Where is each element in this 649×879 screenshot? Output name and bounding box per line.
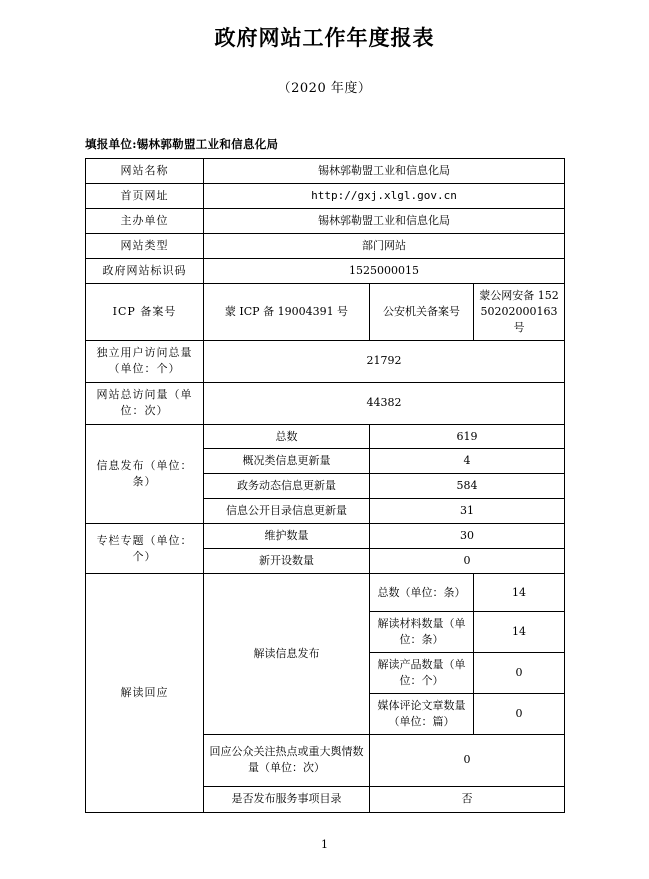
row-label-icp: ICP 备案号 xyxy=(86,283,204,340)
table-row xyxy=(86,283,565,340)
row-label-special-columns: 专栏专题（单位：个） xyxy=(86,524,204,574)
subrow-label-maintained-count: 维护数量 xyxy=(204,524,370,549)
row-label-interpretation-release: 解读信息发布 xyxy=(204,574,370,735)
row-label-unique-visitors: 独立用户访问总量（单位：个） xyxy=(86,340,204,382)
subrow-label-new-count: 新开设数量 xyxy=(204,549,370,574)
subrow-value-info-total: 619 xyxy=(370,424,565,449)
table-row xyxy=(86,424,565,449)
table-row xyxy=(86,159,565,184)
page-number: 1 xyxy=(321,838,328,851)
page-subtitle: （2020 年度） xyxy=(277,81,372,96)
table-row xyxy=(86,524,565,549)
row-label-interpretation: 解读回应 xyxy=(86,574,204,813)
row-value-unique-visitors: 21792 xyxy=(204,340,565,382)
row-value-total-visits: 44382 xyxy=(204,382,565,424)
table-row xyxy=(86,258,565,283)
table-row xyxy=(86,233,565,258)
document-page xyxy=(0,22,649,879)
row-value-icp: 蒙 ICP 备 19004391 号 xyxy=(204,283,370,340)
table-row xyxy=(86,382,565,424)
row-label-total-visits: 网站总访问量（单位：次） xyxy=(86,382,204,424)
subrow-value-interp-materials: 14 xyxy=(474,612,565,653)
subrow-value-media-articles: 0 xyxy=(474,693,565,734)
row-value-site-type: 部门网站 xyxy=(204,233,565,258)
subrow-value-dynamic-updates: 584 xyxy=(370,474,565,499)
row-label-site-id-code: 政府网站标识码 xyxy=(86,258,204,283)
subrow-label-catalog-updates: 信息公开目录信息更新量 xyxy=(204,499,370,524)
subrow-label-overview-updates: 概况类信息更新量 xyxy=(204,449,370,474)
report-unit-label: 填报单位:锡林郭勒盟工业和信息化局 xyxy=(85,137,279,151)
row-value-site-name: 锡林郭勒盟工业和信息化局 xyxy=(204,159,565,184)
annual-report-table xyxy=(85,158,565,813)
subrow-label-interp-products: 解读产品数量（单位：个） xyxy=(370,653,474,694)
row-value-service-directory: 否 xyxy=(370,786,565,812)
row-value-host-unit: 锡林郭勒盟工业和信息化局 xyxy=(204,208,565,233)
subrow-value-overview-updates: 4 xyxy=(370,449,565,474)
subrow-value-catalog-updates: 31 xyxy=(370,499,565,524)
table-row xyxy=(86,183,565,208)
row-value-homepage-url: http://gxj.xlgl.gov.cn xyxy=(204,183,565,208)
row-label-host-unit: 主办单位 xyxy=(86,208,204,233)
row-label-hotspot-response: 回应公众关注热点或重大舆情数量（单位：次） xyxy=(204,734,370,786)
subrow-value-maintained-count: 30 xyxy=(370,524,565,549)
table-row xyxy=(86,208,565,233)
subrow-label-info-total: 总数 xyxy=(204,424,370,449)
row-label-service-directory: 是否发布服务事项目录 xyxy=(204,786,370,812)
row-label-site-name: 网站名称 xyxy=(86,159,204,184)
row-label-site-type: 网站类型 xyxy=(86,233,204,258)
row-value-police-record: 蒙公网安备 15250202000163 号 xyxy=(474,283,565,340)
subrow-label-media-articles: 媒体评论文章数量（单位：篇） xyxy=(370,693,474,734)
subrow-label-interp-total: 总数（单位：条） xyxy=(370,574,474,612)
subrow-value-interp-total: 14 xyxy=(474,574,565,612)
subrow-value-interp-products: 0 xyxy=(474,653,565,694)
page-title: 政府网站工作年度报表 xyxy=(214,25,435,50)
subrow-label-dynamic-updates: 政务动态信息更新量 xyxy=(204,474,370,499)
table-row xyxy=(86,340,565,382)
row-label-police-record: 公安机关备案号 xyxy=(370,283,474,340)
subrow-label-interp-materials: 解读材料数量（单位：条） xyxy=(370,612,474,653)
subrow-value-new-count: 0 xyxy=(370,549,565,574)
row-label-info-release: 信息发布（单位：条） xyxy=(86,424,204,524)
row-value-site-id-code: 1525000015 xyxy=(204,258,565,283)
row-value-hotspot-response: 0 xyxy=(370,734,565,786)
table-row xyxy=(86,574,565,612)
row-label-homepage-url: 首页网址 xyxy=(86,183,204,208)
